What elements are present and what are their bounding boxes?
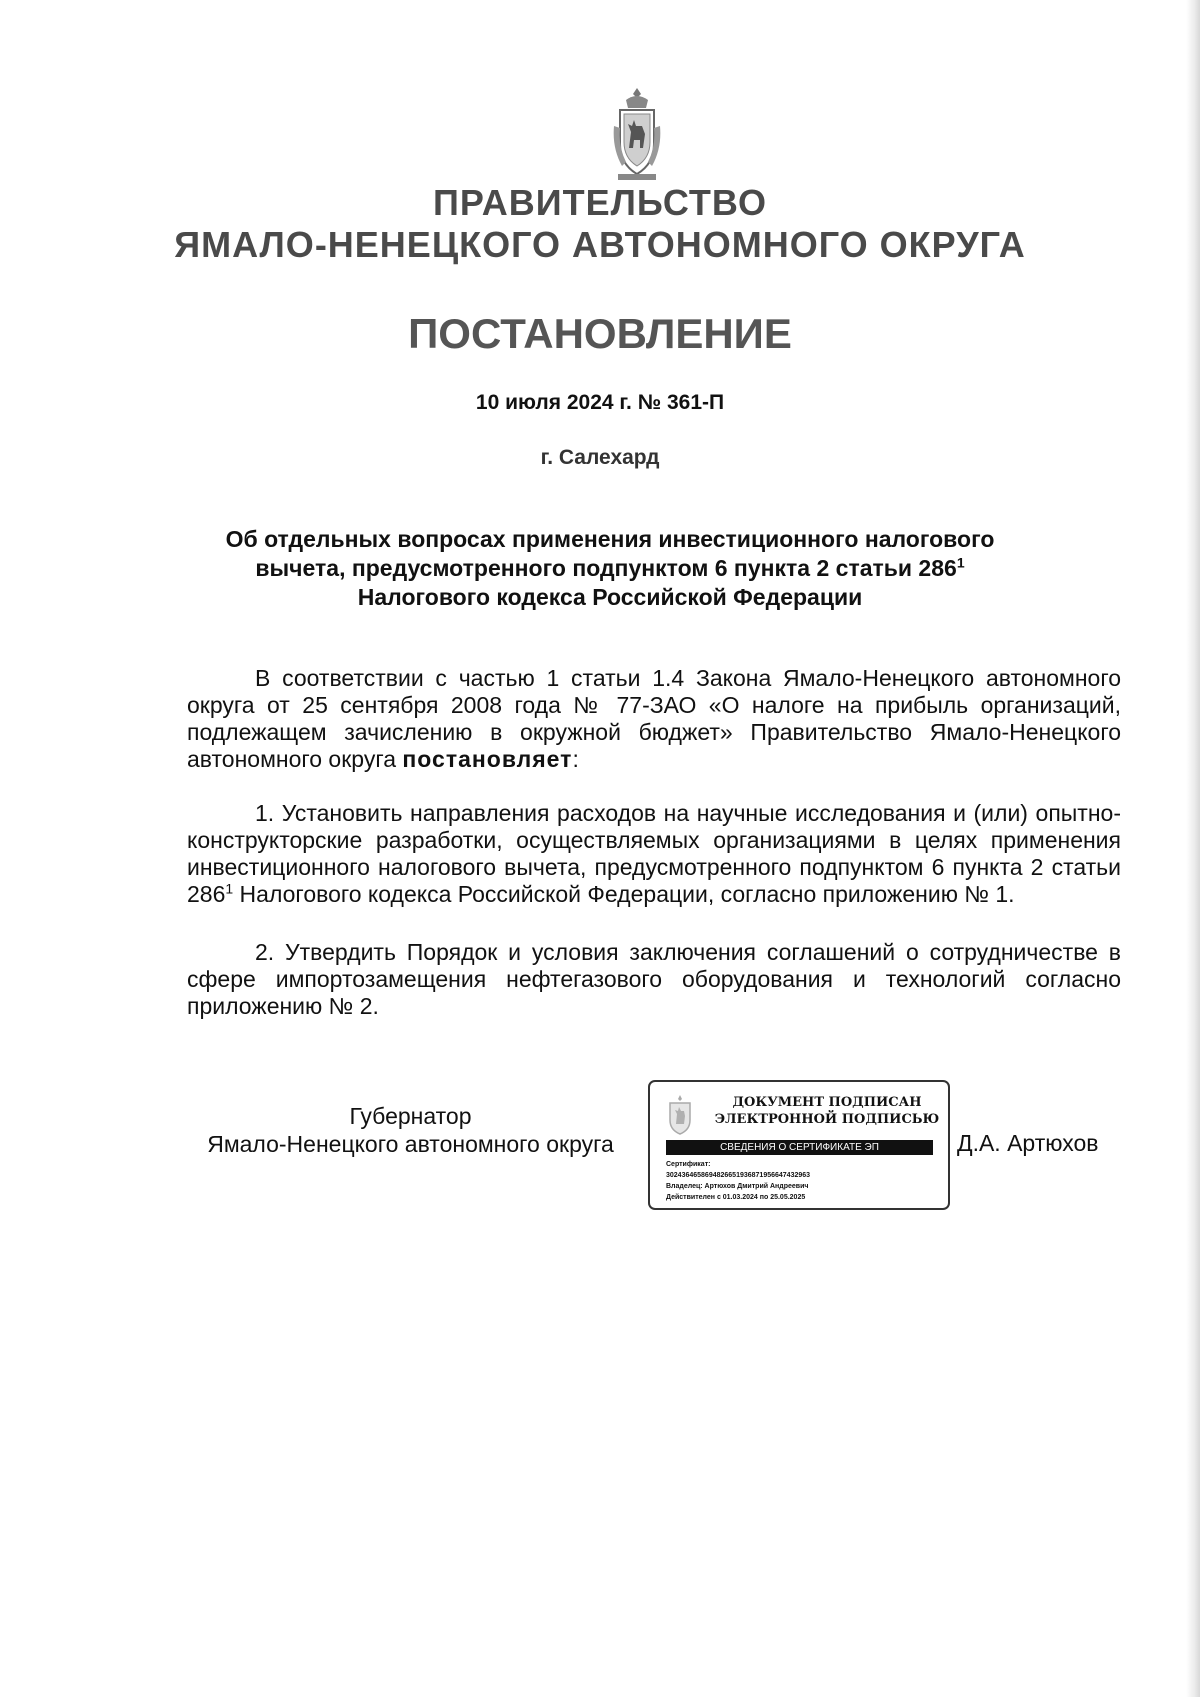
electronic-signature-stamp [648,1080,950,1210]
stamp-heading [710,1094,944,1128]
signatory-title-line1: Губернатор [349,1103,472,1129]
stamp-certificate-number: 3024364658694826651936871956647432963 [666,1172,811,1179]
document-subject [200,525,1020,612]
item-1-superscript: 1 [225,880,234,897]
subject-superscript: 1 [956,554,965,571]
stamp-heading-line1: ДОКУМЕНТ ПОДПИСАН [732,1095,922,1110]
coat-of-arms-emblem [612,86,662,182]
subject-line2 [200,554,1020,583]
stamp-certificate-bar: СВЕДЕНИЯ О СЕРТИФИКАТЕ ЭП [666,1140,933,1155]
document-type: ПОСТАНОВЛЕНИЕ [408,310,792,357]
stamp-heading-line2: ЭЛЕКТРОННОЙ ПОДПИСЬЮ [714,1112,940,1127]
item-1-text-end: Налогового кодекса Российской Федерации, согласно приложению № 1. [233,881,1015,907]
signatory-title [187,1102,634,1158]
stamp-certificate-details [666,1159,942,1203]
stamp-owner: Владелец: Артюхов Дмитрий Андреевич [666,1183,809,1190]
document-city: г. Салехард [540,446,660,469]
signatory-title-line2: Ямало-Ненецкого автономного округа [207,1131,614,1157]
preamble-verb: постановляет [402,746,573,772]
subject-line1: Об отдельных вопросах применения инвестиционного налогового [225,526,995,552]
subject-line3: Налогового кодекса Российской Федерации [357,584,863,610]
item-2-paragraph: 2. Утвердить Порядок и условия заключения соглашений о сотрудничестве в сфере импортозамещения нефтегазового оборудования и технологий согласно приложению № 2. [187,939,1121,1019]
stamp-validity: Действителен с 01.03.2024 по 25.05.2025 [666,1194,806,1201]
government-name-line1: ПРАВИТЕЛЬСТВО [432,182,768,223]
signatory-name: Д.А. Артюхов [957,1130,1099,1156]
subject-line2-text: вычета, предусмотренного подпунктом 6 пункта 2 статьи 286 [255,555,957,581]
preamble-paragraph [187,665,1121,773]
item-1-text: 1. Установить направления расходов на научные исследования и (или) опытно-конструкторские разработки, осуществляемых организациями в целях применения инвестиционного налогового вычета, предусмотренного подпунктом 6 пункта 2 статьи 286 [187,800,1121,907]
preamble-colon: : [572,746,579,772]
stamp-emblem-icon [666,1094,694,1136]
preamble-text: В соответствии с частью 1 статьи 1.4 Закона Ямало-Ненецкого автономного округа от 25 сентября 2008 года № 77-ЗАО «О налоге на прибыль организаций, подлежащем зачислению в окружной бюджет» Правительство Ямало-Ненецкого автономного округа [187,665,1121,772]
document-date-number: 10 июля 2024 г. № 361-П [475,391,725,414]
item-1-paragraph [187,800,1121,908]
government-name-line2: ЯМАЛО-НЕНЕЦКОГО АВТОНОМНОГО ОКРУГА [174,224,1026,265]
stamp-certificate-label: Сертификат: [666,1161,711,1168]
